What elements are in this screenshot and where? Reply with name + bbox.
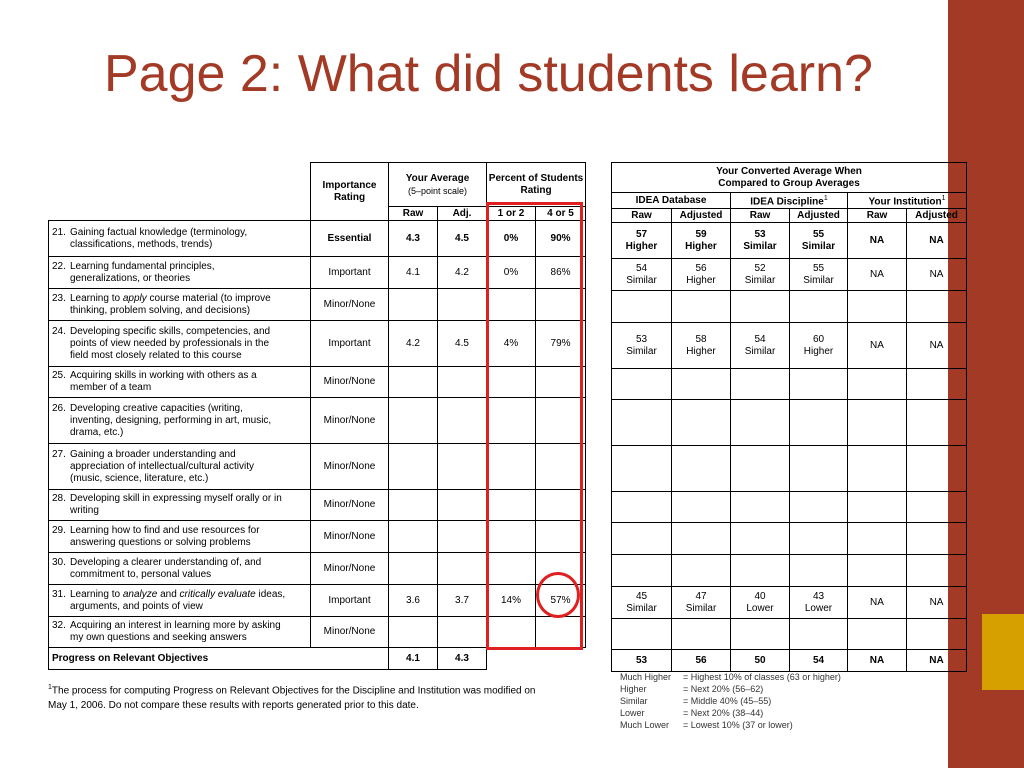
cell-db-raw: 57 Higher <box>612 223 672 259</box>
cell-db-adj <box>672 492 731 523</box>
table-row <box>49 585 586 617</box>
cell-disc-raw <box>731 492 790 523</box>
cell-disc-adj <box>790 619 848 650</box>
cell-p45 <box>536 398 586 444</box>
objective-text: 22. Learning fundamental principles, generalizations, or theories <box>49 257 311 289</box>
cell-db-raw <box>612 369 672 400</box>
cell-raw: 3.6 <box>389 585 438 617</box>
cell-importance: Minor/None <box>311 289 389 321</box>
cell-db-raw: 54 Similar <box>612 259 672 291</box>
table-row <box>612 587 967 619</box>
cell-p45: 57% <box>536 585 586 617</box>
cell-raw <box>389 617 438 648</box>
cell-inst-raw <box>848 555 907 587</box>
cell-inst-adj: NA <box>907 223 967 259</box>
cell-disc-adj: 60 Higher <box>790 323 848 369</box>
p12-header: 1 or 2 <box>487 207 536 221</box>
legend-desc: = Next 20% (56–62) <box>683 684 764 694</box>
cell-db-raw <box>612 555 672 587</box>
cell-importance: Minor/None <box>311 398 389 444</box>
cell-disc-raw: 40 Lower <box>731 587 790 619</box>
cell-importance: Essential <box>311 221 389 257</box>
cell-inst-raw <box>848 369 907 400</box>
cell-raw <box>389 289 438 321</box>
cell-inst-adj: NA <box>907 323 967 369</box>
table-row <box>49 521 586 553</box>
cell-db-adj <box>672 619 731 650</box>
cell-db-raw <box>612 291 672 323</box>
cell-p12: 0% <box>487 221 536 257</box>
db-adjusted-header: Adjusted <box>672 209 731 223</box>
cell-p45 <box>536 444 586 490</box>
cell-p12 <box>487 367 536 398</box>
cell-p12 <box>487 521 536 553</box>
legend-label: Much Higher <box>620 672 672 682</box>
cell-adj <box>438 553 487 585</box>
cell-raw: 4.2 <box>389 321 438 367</box>
cell-disc-adj <box>790 369 848 400</box>
disc-raw-header: Raw <box>731 209 790 223</box>
table-row <box>49 398 586 444</box>
rating-legend <box>620 671 841 731</box>
page-title: Page 2: What did students learn? <box>104 45 873 103</box>
cell-raw <box>389 444 438 490</box>
table-row <box>49 257 586 289</box>
cell-disc-adj <box>790 446 848 492</box>
legend-item <box>620 719 841 731</box>
footnote-mark: 1 <box>48 684 52 691</box>
cell-db-adj: 56 Higher <box>672 259 731 291</box>
cell-inst-adj <box>907 492 967 523</box>
p45-header: 4 or 5 <box>536 207 586 221</box>
inst-adjusted-header: Adjusted <box>907 209 967 223</box>
cell-db-adj: 58 Higher <box>672 323 731 369</box>
cell-inst-raw <box>848 619 907 650</box>
table-row <box>612 223 967 259</box>
cell-inst-adj <box>907 446 967 492</box>
table-row <box>49 444 586 490</box>
cell-disc-raw <box>731 369 790 400</box>
summary-db-adj: 56 <box>672 650 731 672</box>
objective-text: 29. Learning how to find and use resources for answering questions or solving problems <box>49 521 311 553</box>
cell-importance: Minor/None <box>311 521 389 553</box>
legend-label: Much Lower <box>620 720 670 730</box>
cell-p45 <box>536 289 586 321</box>
cell-raw: 4.3 <box>389 221 438 257</box>
cell-disc-raw: 54 Similar <box>731 323 790 369</box>
cell-disc-adj <box>790 492 848 523</box>
cell-inst-raw <box>848 400 907 446</box>
summary-adj: 4.3 <box>438 648 487 670</box>
table-row <box>612 400 967 446</box>
cell-db-raw <box>612 400 672 446</box>
objectives-table <box>48 162 586 670</box>
cell-db-adj <box>672 555 731 587</box>
cell-raw <box>389 521 438 553</box>
summary-inst-adj: NA <box>907 650 967 672</box>
table-row <box>612 323 967 369</box>
legend-item <box>620 695 841 707</box>
cell-disc-adj: 43 Lower <box>790 587 848 619</box>
cell-p12: 14% <box>487 585 536 617</box>
table-row <box>612 446 967 492</box>
cell-db-adj: 47 Similar <box>672 587 731 619</box>
objective-text: 26. Developing creative capacities (writing, inventing, designing, performing in art, music, drama, etc.) <box>49 398 311 444</box>
cell-raw <box>389 367 438 398</box>
cell-disc-raw <box>731 400 790 446</box>
cell-disc-raw: 52 Similar <box>731 259 790 291</box>
cell-db-raw <box>612 619 672 650</box>
objective-text: 31. Learning to analyze and critically evaluate ideas, arguments, and points of view <box>49 585 311 617</box>
comparison-table <box>611 162 967 672</box>
cell-db-adj <box>672 446 731 492</box>
cell-importance: Important <box>311 321 389 367</box>
cell-inst-adj <box>907 369 967 400</box>
cell-inst-adj: NA <box>907 259 967 291</box>
cell-inst-raw: NA <box>848 587 907 619</box>
cell-p12: 4% <box>487 321 536 367</box>
cell-adj <box>438 289 487 321</box>
legend-desc: = Highest 10% of classes (63 or higher) <box>683 672 841 682</box>
cell-adj <box>438 490 487 521</box>
legend-desc: = Next 20% (38–44) <box>683 708 764 718</box>
cell-p12 <box>487 490 536 521</box>
cell-importance: Minor/None <box>311 444 389 490</box>
cell-importance: Minor/None <box>311 617 389 648</box>
legend-label: Similar <box>620 696 648 706</box>
institution-header: Your Institution$^1$ <box>848 193 967 209</box>
comparison-title: Your Converted Average When Compared to Group Averages <box>612 163 967 193</box>
cell-inst-raw <box>848 291 907 323</box>
cell-inst-adj <box>907 523 967 555</box>
cell-inst-raw: NA <box>848 223 907 259</box>
cell-importance: Minor/None <box>311 367 389 398</box>
cell-p45 <box>536 521 586 553</box>
cell-p45 <box>536 553 586 585</box>
cell-adj <box>438 521 487 553</box>
table-row <box>612 369 967 400</box>
cell-p45: 90% <box>536 221 586 257</box>
summary-inst-raw: NA <box>848 650 907 672</box>
cell-p12 <box>487 444 536 490</box>
cell-db-raw: 53 Similar <box>612 323 672 369</box>
cell-adj: 4.5 <box>438 321 487 367</box>
objective-text: 32. Acquiring an interest in learning more by asking my own questions and seeking answers <box>49 617 311 648</box>
objective-text: 30. Developing a clearer understanding of, and commitment to, personal values <box>49 553 311 585</box>
cell-inst-raw <box>848 492 907 523</box>
cell-disc-raw <box>731 523 790 555</box>
your-average-header: Your Average (5–point scale) <box>389 163 487 207</box>
table-row <box>612 523 967 555</box>
table-row <box>612 619 967 650</box>
footnote-line1: The process for computing Progress on Relevant Objectives for the Discipline and Institution was modified on <box>51 685 536 697</box>
table-row <box>49 221 586 257</box>
summary-row <box>49 648 586 670</box>
table-row <box>612 291 967 323</box>
cell-disc-adj <box>790 555 848 587</box>
cell-inst-raw <box>848 446 907 492</box>
cell-raw <box>389 490 438 521</box>
cell-inst-adj: NA <box>907 587 967 619</box>
cell-p12 <box>487 289 536 321</box>
cell-db-adj <box>672 291 731 323</box>
objective-text: 23. Learning to apply course material (to improve thinking, problem solving, and decisions) <box>49 289 311 321</box>
cell-db-adj: 59 Higher <box>672 223 731 259</box>
cell-importance: Minor/None <box>311 553 389 585</box>
legend-desc: = Lowest 10% (37 or lower) <box>683 720 793 730</box>
table-row <box>49 617 586 648</box>
cell-disc-adj <box>790 291 848 323</box>
summary-label: Progress on Relevant Objectives <box>49 648 389 670</box>
cell-db-adj <box>672 523 731 555</box>
footnote <box>48 680 588 713</box>
adj-header: Adj. <box>438 207 487 221</box>
legend-label: Higher <box>620 684 647 694</box>
cell-disc-adj: 55 Similar <box>790 259 848 291</box>
cell-disc-raw: 53 Similar <box>731 223 790 259</box>
cell-disc-raw <box>731 446 790 492</box>
cell-p45: 79% <box>536 321 586 367</box>
raw-header: Raw <box>389 207 438 221</box>
objective-text: 25. Acquiring skills in working with others as a member of a team <box>49 367 311 398</box>
cell-inst-adj <box>907 555 967 587</box>
summary-raw: 4.1 <box>389 648 438 670</box>
cell-p12: 0% <box>487 257 536 289</box>
cell-adj: 4.5 <box>438 221 487 257</box>
cell-disc-raw <box>731 619 790 650</box>
cell-db-adj <box>672 369 731 400</box>
cell-p12 <box>487 617 536 648</box>
footnote-line2: May 1, 2006. Do not compare these results with reports generated prior to this date. <box>48 700 419 712</box>
cell-inst-adj <box>907 400 967 446</box>
cell-disc-adj <box>790 523 848 555</box>
table-row <box>49 321 586 367</box>
cell-p45 <box>536 367 586 398</box>
cell-adj <box>438 617 487 648</box>
cell-p45 <box>536 490 586 521</box>
disc-adjusted-header: Adjusted <box>790 209 848 223</box>
legend-item <box>620 683 841 695</box>
cell-db-raw <box>612 523 672 555</box>
objective-text: 24. Developing specific skills, competencies, and points of view needed by professionals in the field most closely related to this course <box>49 321 311 367</box>
summary-db-raw: 53 <box>612 650 672 672</box>
cell-p12 <box>487 553 536 585</box>
cell-adj: 4.2 <box>438 257 487 289</box>
cell-p12 <box>487 398 536 444</box>
cell-raw: 4.1 <box>389 257 438 289</box>
table-row <box>612 555 967 587</box>
table-row <box>612 259 967 291</box>
cell-disc-raw <box>731 555 790 587</box>
cell-inst-adj <box>907 619 967 650</box>
cell-inst-raw: NA <box>848 323 907 369</box>
gold-side-block <box>982 614 1024 690</box>
objective-text: 21. Gaining factual knowledge (terminology, classifications, methods, trends) <box>49 221 311 257</box>
cell-inst-adj <box>907 291 967 323</box>
cell-disc-adj: 55 Similar <box>790 223 848 259</box>
table-row <box>49 367 586 398</box>
idea-database-header: IDEA Database <box>612 193 731 209</box>
legend-item <box>620 671 841 683</box>
cell-db-raw <box>612 492 672 523</box>
cell-raw <box>389 553 438 585</box>
importance-header: Importance Rating <box>311 163 389 221</box>
inst-raw-header: Raw <box>848 209 907 223</box>
cell-db-raw <box>612 446 672 492</box>
cell-importance: Minor/None <box>311 490 389 521</box>
cell-adj <box>438 367 487 398</box>
legend-item <box>620 707 841 719</box>
cell-importance: Important <box>311 257 389 289</box>
cell-inst-raw <box>848 523 907 555</box>
legend-desc: = Middle 40% (45–55) <box>683 696 772 706</box>
table-row <box>49 553 586 585</box>
cell-adj <box>438 444 487 490</box>
cell-adj: 3.7 <box>438 585 487 617</box>
cell-importance: Important <box>311 585 389 617</box>
legend-label: Lower <box>620 708 645 718</box>
comparison-summary-row <box>612 650 967 672</box>
cell-p45: 86% <box>536 257 586 289</box>
cell-p45 <box>536 617 586 648</box>
cell-disc-adj <box>790 400 848 446</box>
cell-inst-raw: NA <box>848 259 907 291</box>
objective-text: 27. Gaining a broader understanding and appreciation of intellectual/cultural activity (music, science, literature, etc.) <box>49 444 311 490</box>
cell-disc-raw <box>731 291 790 323</box>
cell-raw <box>389 398 438 444</box>
objective-text: 28. Developing skill in expressing myself orally or in writing <box>49 490 311 521</box>
summary-disc-adj: 54 <box>790 650 848 672</box>
table-row <box>612 492 967 523</box>
db-raw-header: Raw <box>612 209 672 223</box>
cell-db-adj <box>672 400 731 446</box>
summary-disc-raw: 50 <box>731 650 790 672</box>
cell-adj <box>438 398 487 444</box>
table-row <box>49 289 586 321</box>
idea-discipline-header: IDEA Discipline$^1$ <box>731 193 848 209</box>
cell-db-raw: 45 Similar <box>612 587 672 619</box>
table-row <box>49 490 586 521</box>
percent-header: Percent of Students Rating <box>487 163 586 207</box>
